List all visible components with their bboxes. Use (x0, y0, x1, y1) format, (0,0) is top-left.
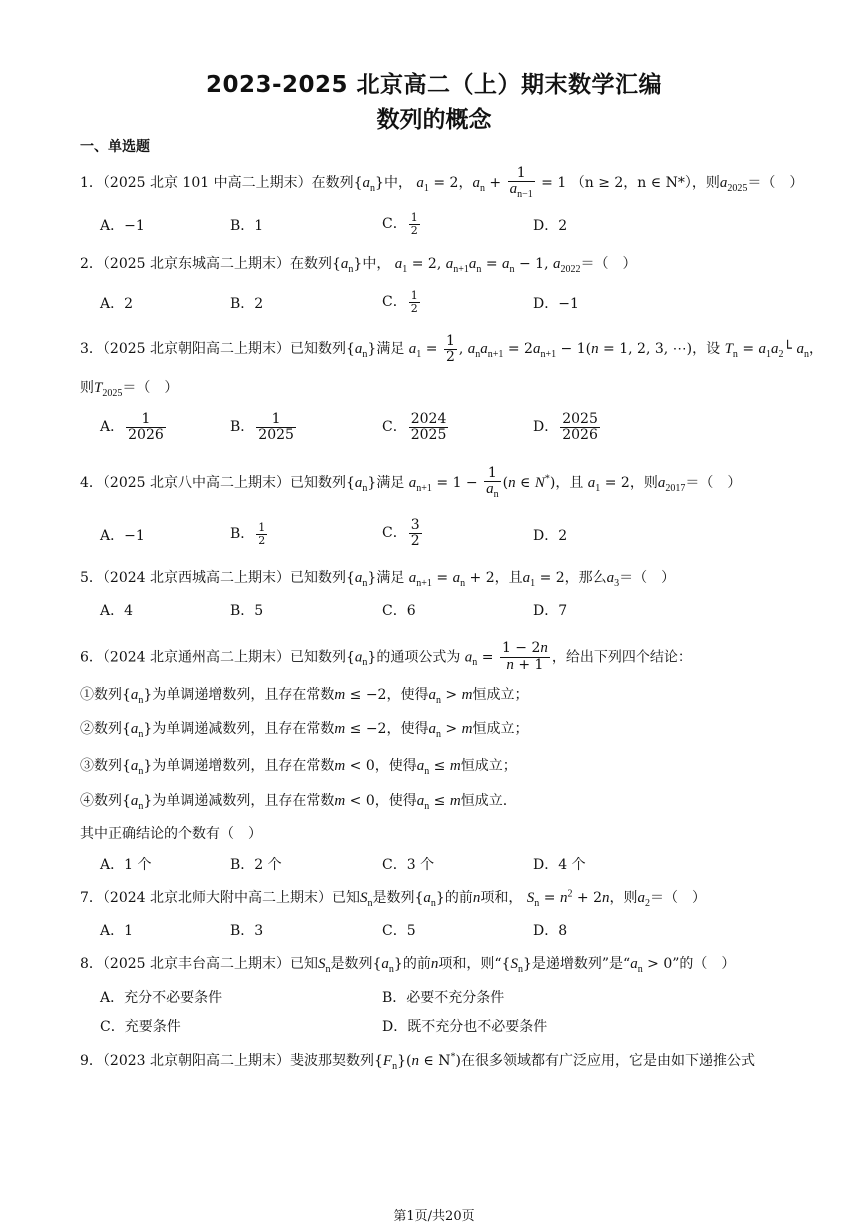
q5-option-c: C．6 (382, 603, 416, 619)
q3-option-b: B． $\frac{1}{2025}$ (230, 411, 294, 443)
question-9: 9．（2023 北京朝阳高二上期末）斐波那契数列$\{F_n\}(n$ ∈ N*)在很多领域都有广泛应用，它是由如下递推公式 (80, 1051, 755, 1072)
question-3-cont: 则$T_{2025}=$（ ） (80, 380, 179, 399)
q5-option-a: A．4 (100, 603, 134, 619)
page-footer: 第1页/共20页 (393, 1209, 475, 1224)
q2-option-b: B．2 (230, 296, 264, 312)
q6-ask: 其中正确结论的个数有（ ） (80, 826, 262, 842)
q6-option-b: B．2 个 (230, 857, 282, 873)
q2-option-d: D．−1 (533, 296, 579, 312)
q3-option-d: D． $\frac{2025}{2026}$ (533, 411, 598, 443)
q5-option-b: B．5 (230, 603, 264, 619)
q6-option-d: D．4 个 (533, 857, 586, 873)
q6-statement-1: ①数列$\{a_n\}$为单调递增数列，且存在常数m ≤ −2，使得$a_n > m$恒成立； (80, 687, 529, 706)
q6-statement-4: ④数列$\{a_n\}$为单调递减数列，且存在常数m < 0，使得$a_n \le m$恒成立. (80, 793, 508, 812)
q1-option-b: B．1 (230, 218, 264, 234)
q6-statement-2: ②数列$\{a_n\}$为单调递减数列，且存在常数m ≤ −2，使得$a_n > m$恒成立； (80, 721, 529, 740)
q2-option-c: C． $\frac{1}{2}$ (382, 289, 418, 315)
question-4: 4．（2025 北京八中高二上期末）已知数列$\{a_n\}$满足 $a_{n+1} = 1$ − $\frac{1}{a_n}$ (n ∈ N*)，且 $a_1 = 2$，则$a_{2017}=$（ ） (80, 465, 742, 500)
q8-option-a: A．充分不必要条件 (100, 990, 223, 1006)
q6-option-c: C．3 个 (382, 857, 435, 873)
page-title: 2023-2025 北京高二（上）期末数学汇编 (205, 72, 663, 98)
q4-option-d: D．2 (533, 528, 568, 544)
question-2: 2．（2025 北京东城高二上期末）在数列$\{a_n\}$中， $a_1 = 2$, $a_{n+1}a_n = a_n - 1$, $a_{2022}=$（ ） (80, 256, 637, 275)
section-heading: 一、单选题 (80, 139, 150, 155)
question-6: 6．（2024 北京通州高二上期末）已知数列$\{a_n\}$的通项公式为 $a_n$ = $\frac{1 - 2n}{n + 1}$ ，给出下列四个结论： (80, 640, 692, 673)
q7-option-b: B．3 (230, 923, 264, 939)
q4-option-c: C． $\frac{3}{2}$ (382, 517, 420, 549)
q3-option-a: A． $\frac{1}{2026}$ (100, 411, 164, 443)
q6-statement-3: ③数列$\{a_n\}$为单调递增数列，且存在常数m < 0，使得$a_n \le m$恒成立； (80, 758, 517, 777)
page-subtitle: 数列的概念 (376, 107, 492, 133)
question-3: 3．（2025 北京朝阳高二上期末）已知数列$\{a_n\}$满足 $a_1$ = $\frac{1}{2}$ , $a_na_{n+1} = 2a_{n+1} - 1(n = 1$, 2, 3, ⋯)，设 $T_n$ = $a_1a_2└$ $a_n$， (80, 333, 823, 365)
q4-option-a: A．−1 (100, 528, 145, 544)
q1-option-d: D．2 (533, 218, 568, 234)
q8-option-d: D．既不充分也不必要条件 (382, 1019, 548, 1035)
q8-option-b: B．必要不充分条件 (382, 990, 505, 1006)
q2-option-a: A．2 (100, 296, 134, 312)
question-8: 8．（2025 北京丰台高二上期末）已知$S_n$是数列$\{a_n\}$的前n项和，则“$\{S_n\}$是递增数列”是“$a_n > 0$”的（ ） (80, 956, 736, 975)
q3-option-c: C． $\frac{2024}{2025}$ (382, 411, 447, 443)
question-1: 1．（2025 北京 101 中高二上期末）在数列$\{a_n\}$中， $a_1 = 2$，$a_n$ + $\frac{1}{a_{n-1}}$ = 1 （n ≥ 2，n ∈ N*），则$a_{2025}=$（ ） (80, 165, 804, 200)
q1-option-a: A．−1 (100, 218, 145, 234)
q1-option-c: C． $\frac{1}{2}$ (382, 211, 418, 237)
q7-option-a: A．1 (100, 923, 134, 939)
q5-option-d: D．7 (533, 603, 568, 619)
q7-option-d: D．8 (533, 923, 568, 939)
q8-option-c: C．充要条件 (100, 1019, 181, 1035)
q7-option-c: C．5 (382, 923, 416, 939)
question-5: 5．（2024 北京西城高二上期末）已知数列$\{a_n\}$满足 $a_{n+1} = a_n + 2$，且$a_1 = 2$，那么$a_3=$（ ） (80, 570, 676, 589)
question-7: 7．（2024 北京北师大附中高二上期末）已知$S_n$是数列$\{a_n\}$的前n项和， $S_n = n^2 + 2n$，则$a_2=$（ ） (80, 888, 706, 909)
q4-option-b: B． $\frac{1}{2}$ (230, 521, 266, 547)
q6-option-a: A．1 个 (100, 857, 152, 873)
